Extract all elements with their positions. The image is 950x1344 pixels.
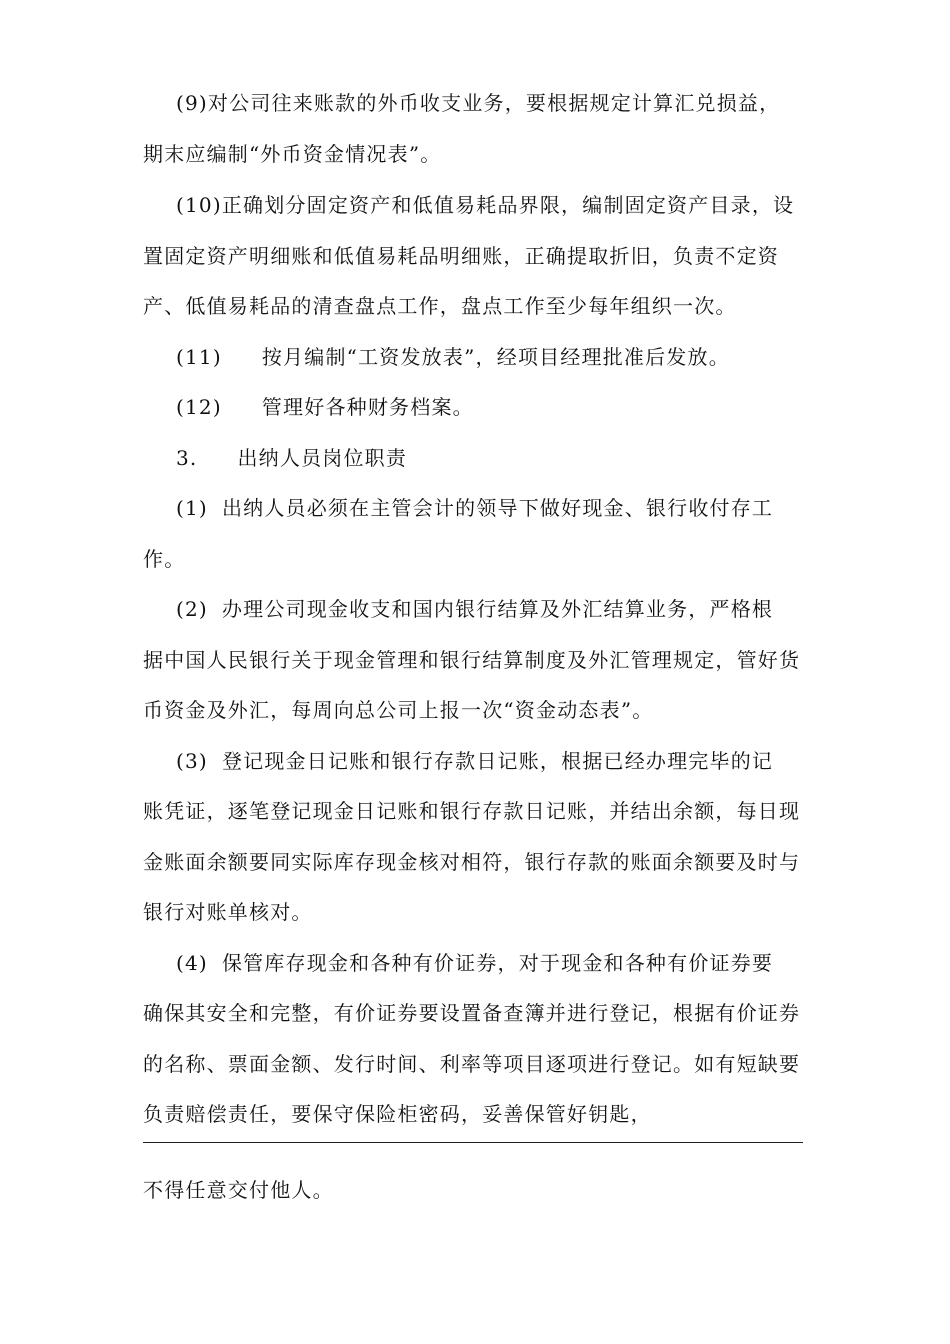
paragraph-11: (11) 按月编制“工资发放表”，经项目经理批准后发放。 <box>176 345 730 369</box>
duty-3-line-1: (3) 登记现金日记账和银行存款日记账，根据已经办理完毕的记 <box>176 749 774 773</box>
duty-4-line-1: (4) 保管库存现金和各种有价证券，对于现金和各种有价证券要 <box>176 951 774 975</box>
paragraph-10-line-3: 产、低值易耗品的清查盘点工作，盘点工作至少每年组织一次。 <box>143 294 737 318</box>
duty-4-line-3: 的名称、票面金额、发行时间、利率等项目逐项进行登记。如有短缺要 <box>143 1052 801 1076</box>
page-break-rule <box>143 1142 803 1143</box>
section-3-heading: 3. 出纳人员岗位职责 <box>176 446 408 470</box>
paragraph-9-line-2: 期末应编制“外币资金情况表”。 <box>143 142 442 166</box>
duty-1-line-2: 作。 <box>143 547 186 571</box>
duty-4-continuation: 不得任意交付他人。 <box>143 1178 334 1202</box>
duty-1-line-1: (1) 出纳人员必须在主管会计的领导下做好现金、银行收付存工 <box>176 496 774 520</box>
paragraph-12: (12) 管理好各种财务档案。 <box>176 395 474 419</box>
duty-4-line-4: 负责赔偿责任，要保守保险柜密码，妥善保管好钥匙， <box>143 1102 652 1126</box>
paragraph-10-line-2: 置固定资产明细账和低值易耗品明细账，正确提取折旧，负责不定资 <box>143 244 779 268</box>
paragraph-9-line-1: (9)对公司往来账款的外币收支业务，要根据规定计算汇兑损益， <box>176 91 781 115</box>
duty-2-line-2: 据中国人民银行关于现金管理和银行结算制度及外汇管理规定，管好货 <box>143 648 801 672</box>
duty-3-line-3: 金账面余额要同实际库存现金核对相符，银行存款的账面余额要及时与 <box>143 850 801 874</box>
paragraph-10-line-1: (10)正确划分固定资产和低值易耗品界限，编制固定资产目录，设 <box>176 193 795 217</box>
duty-4-line-2: 确保其安全和完整，有价证券要设置备查簿并进行登记，根据有价证券 <box>143 1001 801 1025</box>
duty-3-line-4: 银行对账单核对。 <box>143 900 313 924</box>
duty-3-line-2: 账凭证，逐笔登记现金日记账和银行存款日记账，并结出余额，每日现 <box>143 799 801 823</box>
duty-2-line-1: (2) 办理公司现金收支和国内银行结算及外汇结算业务，严格根 <box>176 597 774 621</box>
duty-2-line-3: 币资金及外汇，每周向总公司上报一次“资金动态表”。 <box>143 698 654 722</box>
